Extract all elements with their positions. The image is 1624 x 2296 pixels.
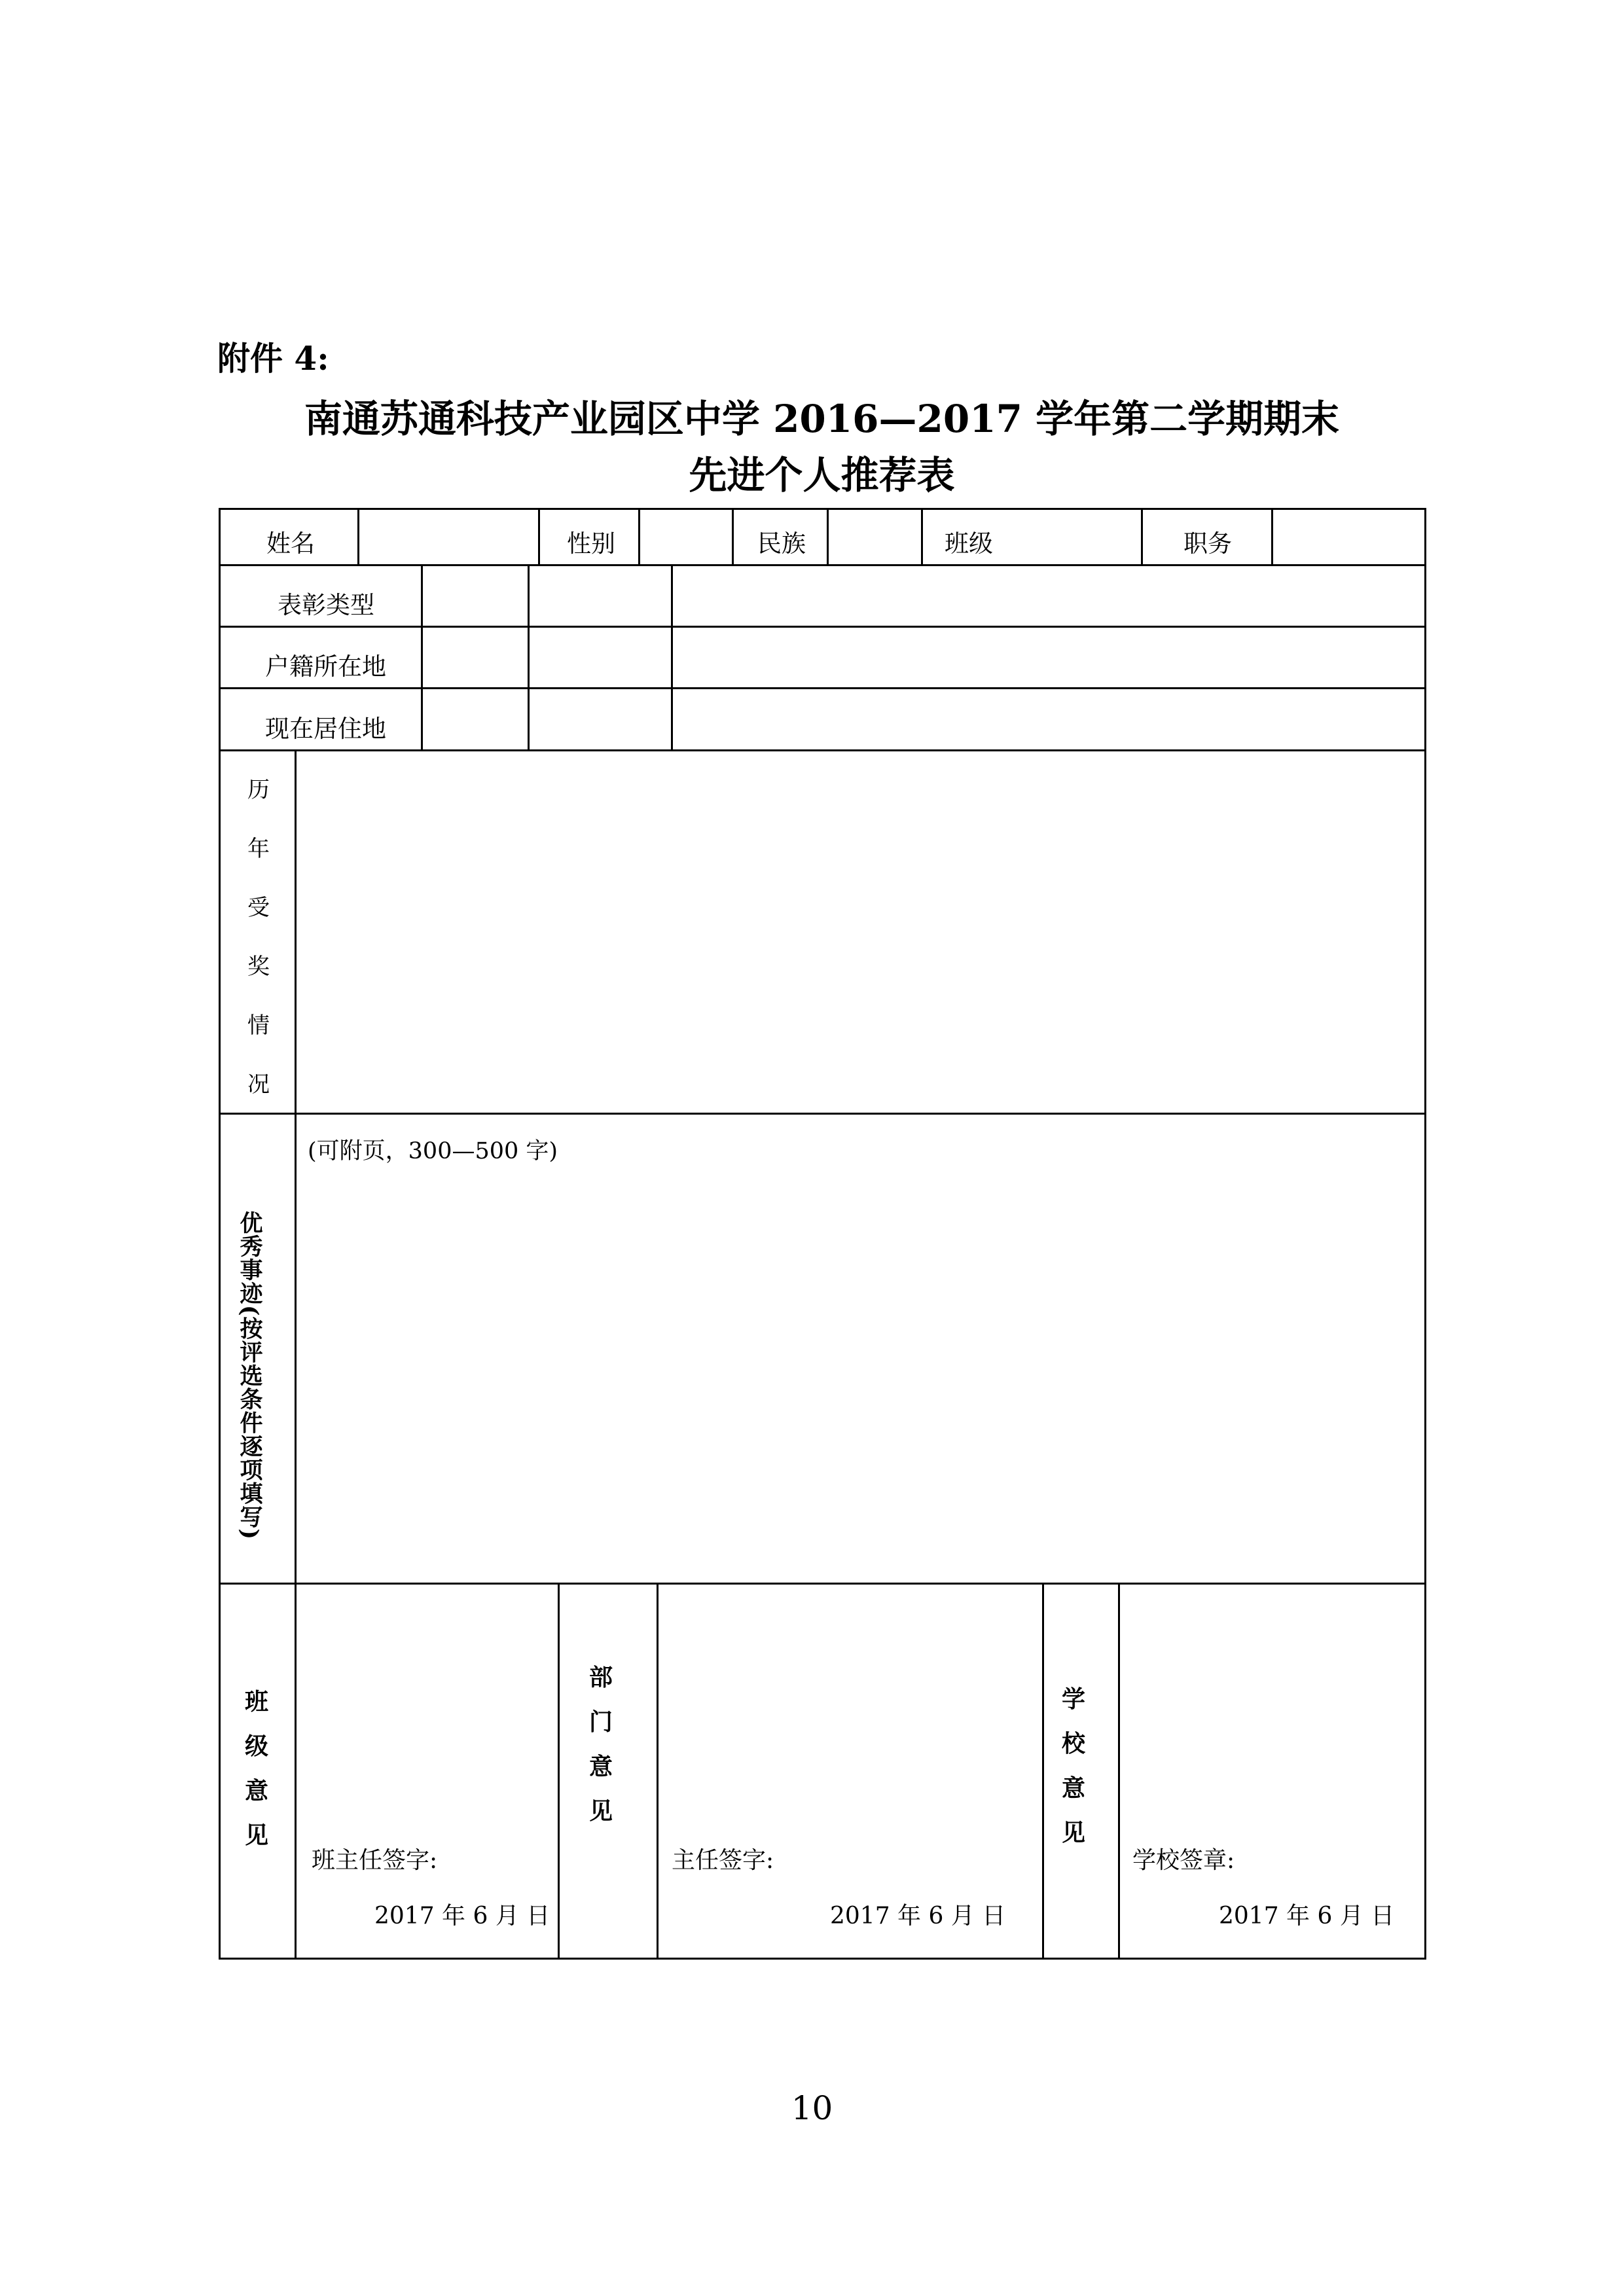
department-opinion-char: 见 — [589, 1797, 613, 1825]
column-divider — [558, 1583, 560, 1960]
department-opinion-char: 门 — [589, 1708, 613, 1736]
position-label: 职务 — [1183, 529, 1232, 558]
director-signature-label: 主任签字: — [672, 1847, 774, 1874]
current-residence-label: 现在居住地 — [265, 715, 386, 743]
position-field[interactable] — [1273, 510, 1424, 564]
class-label: 班级 — [945, 529, 993, 558]
class-field[interactable] — [1017, 510, 1141, 564]
department-opinion-field[interactable] — [659, 1585, 1042, 1833]
department-opinion-date: 2017 年 6 月 日 — [830, 1903, 1006, 1929]
form-title: 南通苏通科技产业园区中学 2016—2017 学年第二学期期末 — [304, 397, 1340, 441]
ethnicity-label: 民族 — [757, 529, 806, 558]
column-divider — [1141, 508, 1143, 565]
awards-history-char: 奖 — [247, 954, 270, 980]
row-divider — [219, 1113, 1426, 1115]
department-opinion-char: 部 — [589, 1664, 613, 1691]
class-opinion-char: 班 — [245, 1688, 269, 1715]
ethnicity-field[interactable] — [829, 510, 921, 564]
school-opinion-char: 学 — [1062, 1685, 1086, 1713]
deeds-note: (可附页，300—500 字) — [308, 1138, 558, 1164]
name-label: 姓名 — [266, 529, 315, 558]
awards-history-label — [247, 779, 270, 1096]
class-opinion-char: 意 — [245, 1777, 269, 1804]
school-opinion-char: 见 — [1062, 1819, 1086, 1846]
awards-history-char: 年 — [247, 836, 270, 862]
awards-history-char: 况 — [247, 1071, 270, 1098]
department-opinion-char: 意 — [589, 1753, 613, 1780]
class-teacher-signature-label: 班主任签字: — [312, 1847, 438, 1874]
class-opinion-char: 见 — [245, 1821, 269, 1849]
column-divider — [1042, 1583, 1044, 1960]
school-opinion-label — [1062, 1687, 1085, 1844]
school-opinion-char: 校 — [1062, 1730, 1086, 1757]
outstanding-deeds-field[interactable] — [297, 1172, 1424, 1583]
awards-history-char: 情 — [247, 1013, 270, 1039]
page-number: 10 — [791, 2089, 833, 2127]
award-type-field[interactable] — [423, 566, 1424, 626]
attachment-label: 附件 4: — [217, 339, 329, 378]
gender-field[interactable] — [640, 510, 732, 564]
department-opinion-label — [589, 1666, 613, 1823]
current-residence-field[interactable] — [423, 689, 1424, 749]
school-seal-label: 学校签章: — [1132, 1847, 1235, 1874]
household-registration-field[interactable] — [423, 628, 1424, 687]
column-divider — [921, 508, 923, 565]
household-registration-label: 户籍所在地 — [265, 653, 386, 681]
class-opinion-date: 2017 年 6 月 日 — [374, 1903, 550, 1929]
school-opinion-date: 2017 年 6 月 日 — [1219, 1903, 1395, 1929]
awards-history-char: 历 — [247, 777, 270, 803]
column-divider — [538, 508, 540, 565]
gender-label: 性别 — [567, 529, 615, 558]
award-type-label: 表彰类型 — [278, 591, 374, 619]
outstanding-deeds-label: 优秀事迹(按评选条件逐项填写) — [236, 1211, 263, 1541]
school-opinion-char: 意 — [1062, 1774, 1086, 1802]
awards-history-field[interactable] — [297, 751, 1424, 1113]
form-subtitle: 先进个人推荐表 — [689, 453, 955, 497]
class-opinion-label — [245, 1690, 268, 1847]
class-opinion-char: 级 — [245, 1732, 269, 1760]
class-opinion-field[interactable] — [297, 1585, 558, 1833]
school-opinion-field[interactable] — [1120, 1585, 1424, 1833]
name-field[interactable] — [359, 510, 538, 564]
column-divider — [732, 508, 734, 565]
awards-history-char: 受 — [247, 895, 270, 921]
